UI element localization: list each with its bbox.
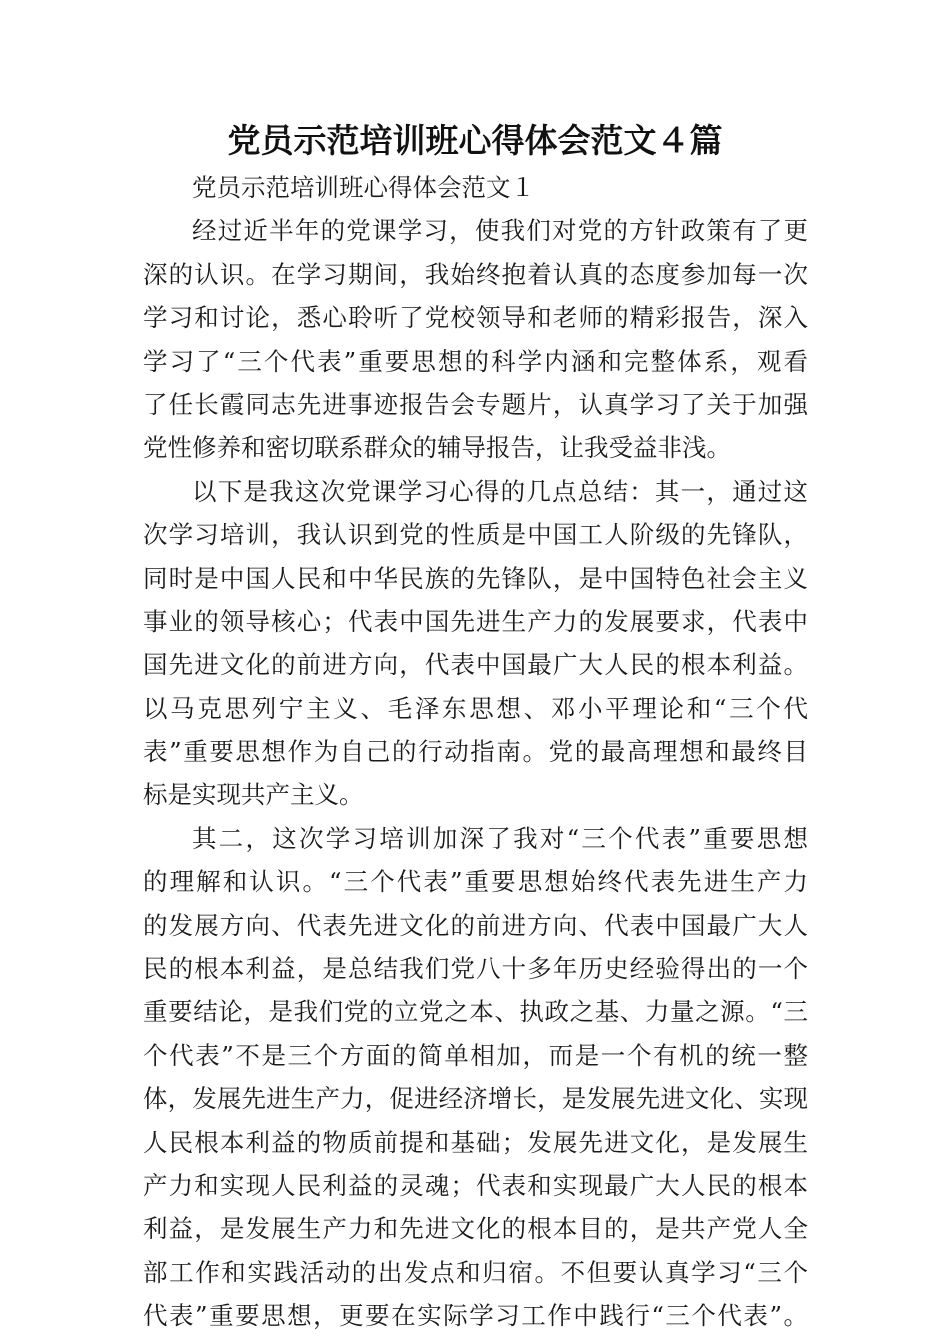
paragraph-line: 体，发展先进生产力，促进经济增长，是发展先进文化、实现	[143, 1084, 808, 1114]
paragraph-line: 利益，是发展生产力和先进文化的根本目的，是共产党人全	[143, 1214, 808, 1244]
paragraph-line: 了任长霞同志先进事迹报告会专题片，认真学习了关于加强	[143, 389, 808, 419]
paragraph-line: 次学习培训，我认识到党的性质是中国工人阶级的先锋队，	[143, 520, 808, 550]
paragraph-line: 以马克思列宁主义、毛泽东思想、邓小平理论和“三个代	[143, 693, 808, 723]
paragraph-line: 民的根本利益，是总结我们党八十多年历史经验得出的一个	[143, 954, 808, 984]
paragraph-line: 表”重要思想作为自己的行动指南。党的最高理想和最终目	[143, 737, 808, 767]
subheading-line: 党员示范培训班心得体会范文１	[192, 173, 535, 202]
paragraph-line: 学习了“三个代表”重要思想的科学内涵和完整体系，观看	[143, 346, 808, 376]
paragraph-line: 的理解和认识。“三个代表”重要思想始终代表先进生产力	[143, 867, 808, 897]
paragraph-line: 产力和实现人民利益的灵魂；代表和实现最广大人民的根本	[143, 1170, 808, 1200]
paragraph-line: 党性修养和密切联系群众的辅导报告，让我受益非浅。	[143, 433, 731, 463]
document-title: 党员示范培训班心得体会范文４篇	[227, 121, 723, 160]
paragraph-line: 代表”重要思想，更要在实际学习工作中践行“三个代表”。	[143, 1301, 808, 1331]
paragraph-line: 同时是中国人民和中华民族的先锋队，是中国特色社会主义	[143, 563, 808, 593]
paragraph-line: 经过近半年的党课学习，使我们对党的方针政策有了更	[192, 216, 808, 246]
paragraph-line: 部工作和实践活动的出发点和归宿。不但要认真学习“三个	[143, 1257, 808, 1287]
paragraph-line: 事业的领导核心；代表中国先进生产力的发展要求，代表中	[143, 606, 808, 636]
paragraph-line: 的发展方向、代表先进文化的前进方向、代表中国最广大人	[143, 910, 808, 940]
document-body	[143, 166, 808, 1338]
paragraph-line: 标是实现共产主义。	[143, 780, 364, 810]
paragraph-line: 以下是我这次党课学习心得的几点总结：其一，通过这	[192, 476, 808, 506]
paragraph-line: 深的认识。在学习期间，我始终抱着认真的态度参加每一次	[143, 259, 808, 289]
paragraph-line: 个代表”不是三个方面的简单相加，而是一个有机的统一整	[143, 1040, 808, 1070]
paragraph-line: 重要结论，是我们党的立党之本、执政之基、力量之源。“三	[143, 997, 808, 1027]
paragraph-line: 国先进文化的前进方向，代表中国最广大人民的根本利益。	[143, 650, 808, 680]
paragraph-line: 其二，这次学习培训加深了我对“三个代表”重要思想	[192, 823, 808, 853]
paragraph-line: 人民根本利益的物质前提和基础；发展先进文化，是发展生	[143, 1127, 808, 1157]
paragraph-line: 学习和讨论，悉心聆听了党校领导和老师的精彩报告，深入	[143, 303, 808, 333]
